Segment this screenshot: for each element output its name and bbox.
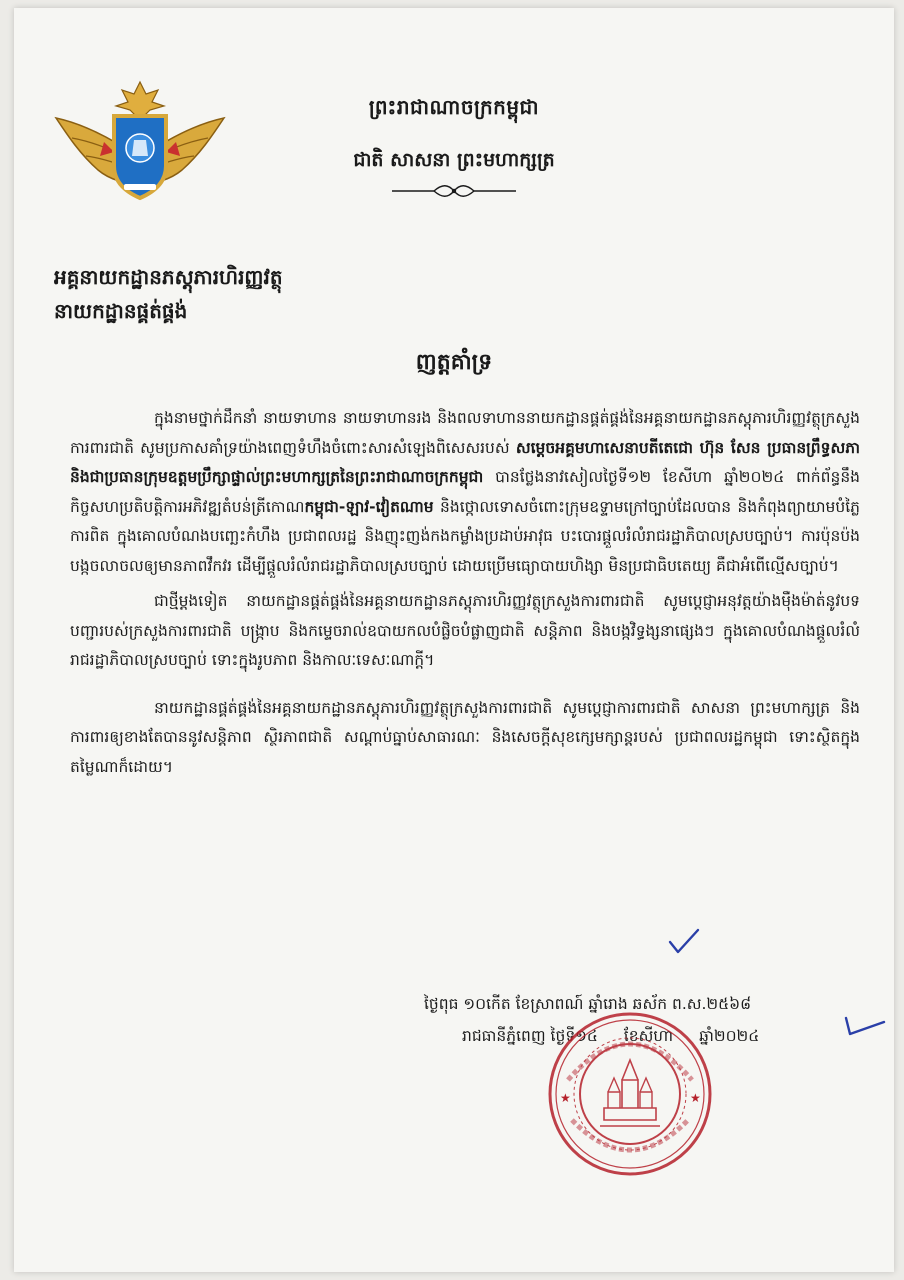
svg-text:★: ★ (690, 1091, 701, 1105)
official-seal-stamp (546, 1010, 714, 1178)
document-page (14, 8, 894, 1272)
paragraph-1-bold-triangle: កម្ពុជា-ឡាវ-វៀតណាម (304, 497, 434, 516)
issuing-department (54, 260, 554, 328)
checkmark-icon (666, 926, 702, 956)
document-title: ញត្តគាំទ្រ (415, 350, 493, 375)
paragraph-1-text-b: បានថ្លែងនាវសៀលថ្ងៃទី១២ ខែសីហា ឆ្នាំ២០២៤ ពាក់ព័ន្ធនឹងកិច្ចសហប្រតិបត្តិការអភិវឌ្ឍតំបន់ត្រីកោណ (70, 468, 860, 516)
document-body (70, 404, 860, 788)
lunar-date-line: ថ្ងៃពុធ ១០កើត ខែស្រាពណ៍ ឆ្នាំរោង ឆស័ក ព.ស.២៥៦៨ (424, 995, 752, 1013)
paragraph-1-text-a: ក្នុងនាមថ្នាក់ដឹកនាំ នាយទាហាន នាយទាហានរង និងពលទាហាននាយកដ្ឋានផ្គត់ផ្គង់នៃអគ្គនាយកដ្ឋានភស្តុភារហិរញ្ញវត្ថុក្រសួងការពារជាតិ សូមប្រកាសគាំទ្រយ៉ាងពេញទំហឹងចំពោះសារសំឡេងពិសេសរបស់ (70, 409, 860, 457)
date-year: ឆ្នាំ២០២៤ (699, 1027, 760, 1045)
paragraph-3: នាយកដ្ឋានផ្គត់ផ្គង់នៃអគ្គនាយកដ្ឋានភស្តុភារហិរញ្ញវត្ថុក្រសួងការពារជាតិ សូមប្តេជ្ញាការពារជាតិ សាសនា ព្រះមហាក្សត្រ និងការពារឲ្យខាងតែបាននូវសន្តិភាព ស្ថិរភាពជាតិ សណ្តាប់ធ្នាប់សាធារណៈ និងសេចក្តីសុខក្សេមក្សាន្តរបស់ ប្រជាពលរដ្ឋកម្ពុជា ទោះស្ថិតក្នុងតម្លៃណាក៏ដោយ។ (70, 698, 860, 776)
ministry-emblem-logo (54, 80, 226, 210)
date-month: ខែសីហា (623, 1027, 674, 1045)
department-line-2: នាយកដ្ឋានផ្គត់ផ្គង់ (54, 299, 188, 323)
paragraph-1-text-c: និងថ្កោលទោសចំពោះក្រុមឧទ្ទាមក្រៅច្បាប់ដែលបាន និងកំពុងព្យាយាមបំភ្លៃការពិត ក្នុងគោលបំណងបញ្ឆេះកំហឹង ប្រជាពលរដ្ឋ និងញុះញង់កងកម្លាំងប្រដាប់អាវុធ បះបោរផ្តួលរំលំរាជរដ្ឋាភិបាលស្របច្បាប់។ ការប៉ុនប៉ងបង្កចលាចលឲ្យមានភាពវឹកវរ ដើម្បីផ្តួលរំលំរាជរដ្ឋាភិបាលស្របច្បាប់ ដោយប្រើមធ្យោបាយហិង្សា មិនប្រជាធិបតេយ្យ គឺជាអំពើល្មើសច្បាប់។ (70, 497, 860, 575)
department-line-1: អគ្គនាយកដ្ឋានភស្តុភារហិរញ្ញវត្ថុ (54, 265, 283, 289)
kingdom-heading: ព្រះរាជាណាចក្រកម្ពុជា (368, 95, 540, 119)
svg-text:★: ★ (560, 1091, 571, 1105)
place-and-day: រាជធានីភ្នំពេញ ថ្ងៃទី១៤ (462, 1027, 598, 1045)
paragraph-1-bold-name: សម្តេចអគ្គមហាសេនាបតីតេជោ ហ៊ុន សែន ប្រធានព្រឹទ្ធសភា និងជាប្រធានក្រុមឧត្តមប្រឹក្សាផ្ទាល់ព្រះមហាក្សត្រនៃព្រះរាជាណាចក្រកម្ពុជា (70, 438, 860, 486)
national-motto: ជាតិ សាសនា ព្រះមហាក្សត្រ (353, 149, 555, 171)
checkmark-icon (842, 1014, 888, 1040)
paragraph-2: ជាថ្មីម្តងទៀត នាយកដ្ឋានផ្គត់ផ្គង់នៃអគ្គនាយកដ្ឋានភស្តុភារហិរញ្ញវត្ថុក្រសួងការពារជាតិ សូមប្តេជ្ញាអនុវត្តយ៉ាងម៉ឺងម៉ាត់នូវបទបញ្ជារបស់ក្រសួងការពារជាតិ បង្ក្រាប និងកម្ទេចរាល់ឧបាយកលបំផ្លិចបំផ្លាញជាតិ សន្តិភាព និងបង្កវិទ្ធង្សនាផ្សេងៗ ក្នុងគោលបំណងផ្តួលរំលំរាជរដ្ឋាភិបាលស្របច្បាប់ ទោះក្នុងរូបភាព និងកាលៈទេសៈណាក្តី។ (70, 592, 860, 669)
paragraph-1 (70, 404, 860, 581)
ornament-divider (390, 184, 518, 198)
